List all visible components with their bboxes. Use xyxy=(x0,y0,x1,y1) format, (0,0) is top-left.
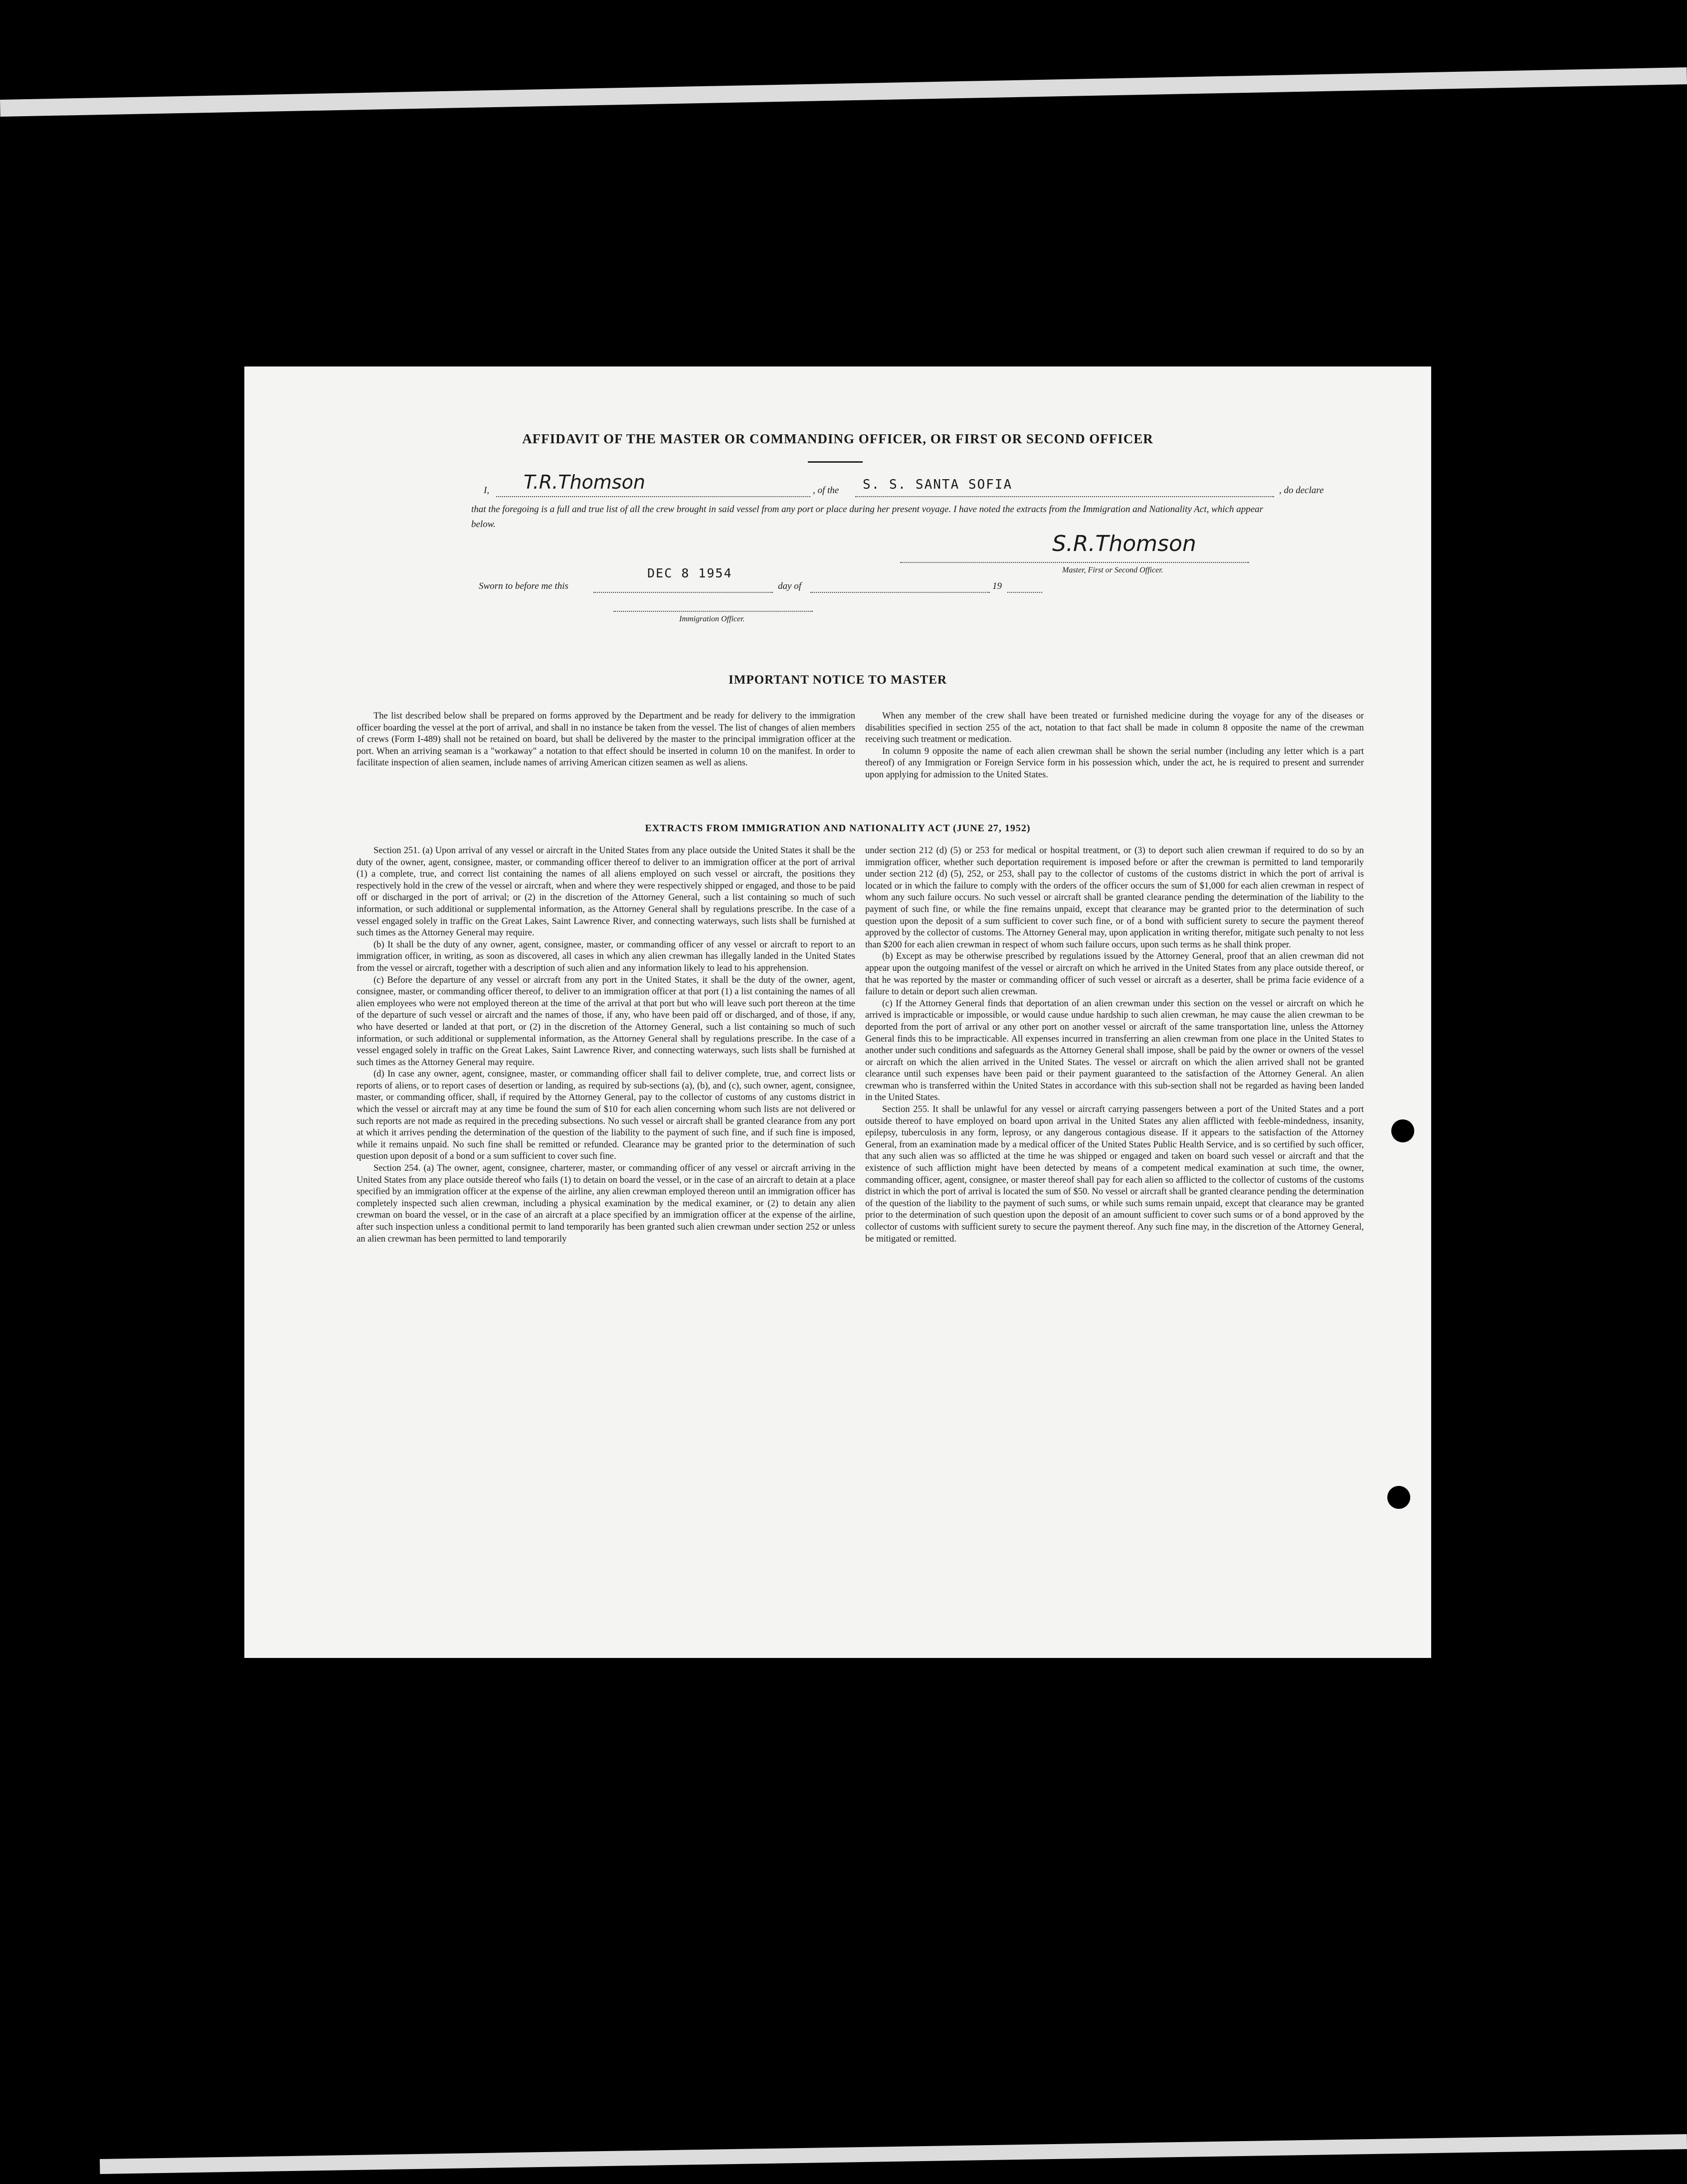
film-strip-top xyxy=(0,67,1687,117)
year-line xyxy=(1007,581,1042,593)
sworn-prefix: Sworn to before me this xyxy=(479,581,568,591)
section-255: Section 255. It shall be unlawful for any vessel or aircraft carrying passengers between a port of the United States and a port outside thereof to have employed on board upon arrival in the United States any alien afflicted with feeble-mindedness, insanity, epilepsy, tuberculosis in any form, leprosy, or any dangerous contagious disease. If it appears to the satisfaction of the Attorney General, from an examination made by a medical officer of the United States Public Health Service, and is so certified by such officer, that any such alien was so afflicted at the time he was shipped or engaged and taken on board such vessel or aircraft and that the existence of such affliction might have been detected by means of a competent medical examination at such time, the owner, commanding officer, agent, consignee, or master thereof shall pay for each alien so afflicted to the collector of customs of the customs district in which the port of arrival is located the sum of $50. No vessel or aircraft shall be granted clearance pending the determination of the question of the liability to the payment of such sums, or while such sums remain unpaid, except that clearance may be granted prior to the determination of such question upon the deposit of an amount sufficient to cover such sums or of a bond approved by the collector of customs with sufficient surety to secure the payment thereof. Any such fine may, in the discretion of the Attorney General, be mitigated or remitted. xyxy=(865,1104,1364,1244)
master-caption: Master, First or Second Officer. xyxy=(1062,566,1163,574)
section-251d: (d) In case any owner, agent, consignee, master, or commanding officer shall fail to deliver complete, true, and correct lists or reports of aliens, or to report cases of desertion or landing, as required by sub-sections (a), (b), and (c), such owner, agent, consignee, master, or commanding officer, shall, if required by the Attorney General, pay to the collector of customs of any customs district in which the vessel or aircraft may at any time be found the sum of $10 for each alien concerning whom such lists are not delivered or such reports are not made as required in the preceding subsections. No such vessel or aircraft shall be granted clearance from any port at which it arrives pending the determination of the question of the liability to the payment of such fine, and if such fine is imposed, while it remains unpaid. No such fine shall be remitted or refunded. Clearance may be granted prior to the determination of such question upon deposit of a bond or a sum sufficient to cover such fine. xyxy=(357,1069,855,1162)
extracts-right-column xyxy=(865,845,1364,1245)
line1-prefix: I, xyxy=(484,485,490,496)
notice-right-column xyxy=(865,711,1364,781)
master-signature: S.R.Thomson xyxy=(1052,531,1196,556)
line1-mid: , of the xyxy=(813,485,839,496)
sworn-day-line xyxy=(593,581,773,593)
officer-signature-line xyxy=(613,610,813,612)
year-prefix: 19 xyxy=(992,581,1002,591)
affidavit-title: AFFIDAVIT OF THE MASTER OR COMMANDING OFFICER, OR FIRST OR SECOND OFFICER xyxy=(522,431,1153,446)
section-254a: Section 254. (a) The owner, agent, consignee, charterer, master, or commanding officer of any vessel or aircraft arriving in the United States from any place outside thereof who fails (1) to detain on board the vessel, or in the case of an aircraft to detain at a place specified by an immigration officer at the expense of the airline, any alien crewman employed thereon until an immigration officer has completely inspected such alien crewman, including a physical examination by the medical examiner, or (2) to detain any alien crewman on board the vessel, or in the case of an aircraft at a place specified by an immigration officer at the expense of the airline, after such inspection unless a conditional permit to land temporarily has been granted such alien crewman under section 252 or unless an alien crewman has been permitted to land temporarily xyxy=(357,1163,855,1244)
notice-right-paragraph-1: When any member of the crew shall have been treated or furnished medicine during the voyage for any of the diseases or disabilities specified in section 255 of the act, notation to that fact shall be made in column 8 opposite the name of the crewman receiving such treatment or medication. xyxy=(865,711,1364,745)
title-rule xyxy=(808,461,863,463)
section-251b: (b) It shall be the duty of any owner, agent, consignee, master, or commanding officer of any vessel or aircraft to report to an immigration officer, in writing, as soon as discovered, all cases in which any alien crewman has illegally landed in the United States from the vessel or aircraft, together with a description of such alien and any information likely to lead to his apprehension. xyxy=(357,939,855,973)
notice-right-paragraph-2: In column 9 opposite the name of each alien crewman shall be shown the serial number (including any letter which is a part thereof) of any Immigration or Foreign Service form in his possession which, under the act, he is required to present and surrender upon applying for admission to the United States. xyxy=(865,746,1364,780)
signature-line xyxy=(900,561,1249,563)
section-254b: (b) Except as may be otherwise prescribed by regulations issued by the Attorney General, proof that an alien crewman did not appear upon the outgoing manifest of the vessel or aircraft on which he arrived in the United States from any place outside thereof, or that he was reported by the master or commanding officer of such vessel or aircraft as a deserter, shall be prima facie evidence of a failure to detain or deport such alien crewman. xyxy=(865,951,1364,997)
section-254c: (c) If the Attorney General finds that deportation of an alien crewman under this section on the vessel or aircraft on which he arrived is impracticable or impossible, or would cause undue hardship to such alien crewman, he may cause the alien crewman to be deported from the port of arrival or any other port on another vessel or aircraft of the same transportation line, unless the Attorney General finds this to be impracticable. All expenses incurred in transferring an alien crewman from one place in the United States to another under such conditions and safeguards as the Attorney General shall impose, shall be paid by the owner or owners of the vessel or aircraft on which the alien arrived in the United States. The vessel or aircraft on which the alien arrived shall not be granted clearance until such expenses have been paid or their payment guaranteed to the satisfaction of the Attorney General. An alien crewman who is transferred within the United States in accordance with this sub-section shall not be regarded as having been landed in the United States. xyxy=(865,998,1364,1103)
section-251c: (c) Before the departure of any vessel or aircraft from any port in the United States, it shall be the duty of the owner, agent, consignee, master, or commanding officer thereof, to deliver to an immigration officer at that port (1) a list containing the names of all alien employees who were not employed thereon at the time of the arrival at that port but who will leave such port thereon at the time of the departure of such vessel or aircraft and the names of those, if any, who have been paid off or discharged, and of those, if any, who have deserted or landed at that port, or (2) in the discretion of the Attorney General, such a list containing so much of such information, or such additional or supplemental information, as the Attorney General shall by regulations prescribe. In the case of a vessel engaged solely in traffic on the Great Lakes, Saint Lawrence River, and connecting waterways, such lists shall be furnished at such times as the Attorney General may require. xyxy=(357,975,855,1068)
notice-left-paragraph: The list described below shall be prepared on forms approved by the Department and be ready for delivery to the immigration officer boarding the vessel at the port of arrival, and shall in no instance be taken from the vessel. The list of changes of alien members of crews (Form I-489) shall not be retained on board, but shall be delivered by the master to the principal immigration officer at the port. When an arriving seaman is a "workaway" a notation to that effect should be inserted in column 10 on the manifest. In order to facilitate inspection of alien seamen, include names of arriving American citizen seamen as well as aliens. xyxy=(357,711,855,768)
punch-hole-upper xyxy=(1391,1119,1414,1142)
punch-hole-lower xyxy=(1387,1486,1410,1509)
day-of: day of xyxy=(778,581,801,591)
document-page xyxy=(244,366,1431,1658)
vessel-name: S. S. SANTA SOFIA xyxy=(863,477,1013,492)
officer-caption: Immigration Officer. xyxy=(679,615,745,623)
section-251a: Section 251. (a) Upon arrival of any vessel or aircraft in the United States from any place outside the United States it shall be the duty of the owner, agent, consignee, master, or commanding officer thereof to deliver to an immigration officer at the port of arrival (1) a complete, true, and correct list containing the names of all aliens employed on such vessel or aircraft, the positions they respectively hold in the crew of the vessel or aircraft, when and where they were respectively shipped or engaged, and those to be paid off or discharged in the port of arrival; or (2) in the discretion of the Attorney General, such a list containing so much of such information, or such additional or supplemental information, as the Attorney General shall by regulations prescribe. In the case of a vessel engaged solely in traffic on the Great Lakes, Saint Lawrence River, and connecting waterways, such lists shall be furnished at such times as the Attorney General may require. xyxy=(357,846,855,938)
film-strip-bottom xyxy=(100,2134,1687,2174)
notice-title: IMPORTANT NOTICE TO MASTER xyxy=(729,673,947,687)
extracts-title: EXTRACTS FROM IMMIGRATION AND NATIONALITY ACT (JUNE 27, 1952) xyxy=(645,823,1031,834)
extracts-left-column xyxy=(357,845,855,1245)
notice-left-column xyxy=(357,711,855,769)
line1-suffix: , do declare xyxy=(1279,485,1324,496)
date-stamp: DEC 8 1954 xyxy=(647,566,733,580)
section-254a-cont: under section 212 (d) (5) or 253 for medical or hospital treatment, or (3) to deport such alien crewman if required to do so by an immigration officer, whether such deportation requirement is imposed before or after the crewman is permitted to land temporarily under section 212 (d) (5), 252, or 253, shall pay to the collector of customs of the customs district in which the port of arrival is located or in which the failure to comply with the orders of the officer occurs the sum of $1,000 for each alien crewman in respect of whom any such failure occurs. No such vessel or aircraft shall be granted clearance pending the determination of the liability to the payment of such fine, or while the fine remains unpaid, except that clearance may be granted prior to the determination of such question upon the deposit of a sum sufficient to cover such fine, or of a bond with sufficient surety to secure the payment thereof approved by the collector of customs. The Attorney General may, upon application in writing therefor, mitigate such penalty to not less than $200 for each alien crewman in respect of whom such failure occurs, upon such terms as he shall think proper. xyxy=(865,846,1364,950)
month-line xyxy=(810,581,990,593)
master-name: T.R.Thomson xyxy=(524,471,645,493)
declaration-text: that the foregoing is a full and true list of all the crew brought in said vessel from any port or place during her present voyage. I have noted the extracts from the Immigration and Nationality Act, which appear below. xyxy=(471,504,1264,530)
